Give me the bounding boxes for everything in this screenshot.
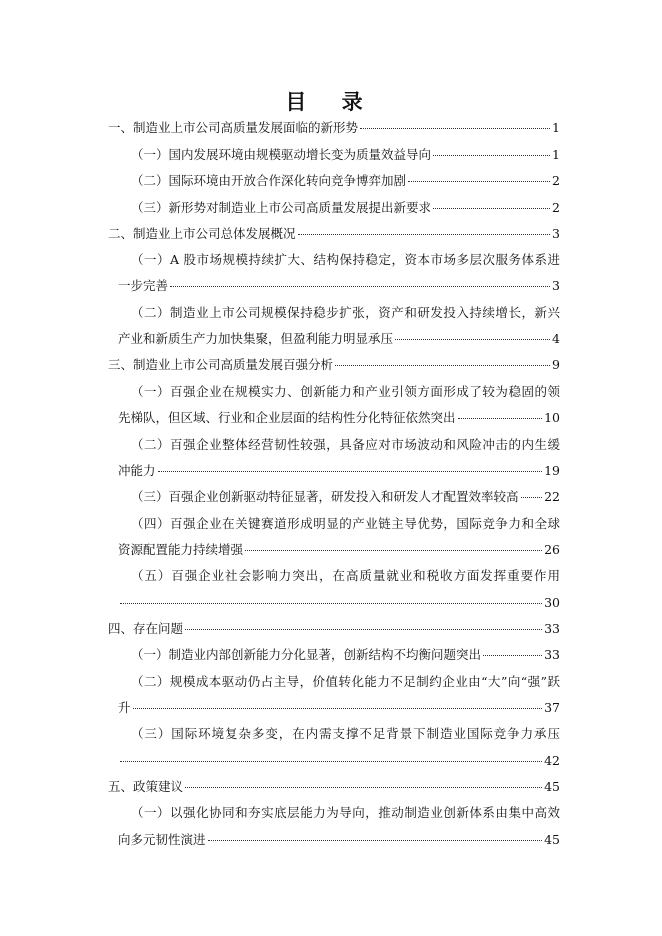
leader-dots xyxy=(360,128,550,129)
leader-dots xyxy=(120,603,542,604)
toc-entry-continuation[interactable] xyxy=(118,278,560,294)
toc-page-number: 1 xyxy=(552,147,560,162)
toc-entry-text: 冲能力 xyxy=(118,463,156,478)
toc-entry[interactable] xyxy=(108,120,560,136)
toc-entry-continuation[interactable] xyxy=(118,753,560,769)
toc-entry[interactable] xyxy=(131,674,560,690)
toc-entry-text: （一）A 股市场规模持续扩大、结构保持稳定，资本市场多层次服务体系进 xyxy=(131,252,560,267)
toc-page-number: 10 xyxy=(544,410,560,425)
toc-page-number: 4 xyxy=(552,331,560,346)
toc-entry-continuation[interactable] xyxy=(118,542,560,558)
leader-dots xyxy=(521,497,543,498)
toc-entry-text: 二、制造业上市公司总体发展概况 xyxy=(108,226,296,241)
toc-entry-text: （三）国际环境复杂多变，在内需支撑不足背景下制造业国际竞争力承压 xyxy=(131,726,560,741)
toc-entry-text: 产业和新质生产力加快集聚，但盈利能力明显承压 xyxy=(118,331,394,346)
toc-entry-text: 一、制造业上市公司高质量发展面临的新形势 xyxy=(108,120,359,135)
leader-dots xyxy=(335,365,550,366)
toc-entry-continuation[interactable] xyxy=(118,463,560,479)
toc-entry[interactable] xyxy=(131,437,560,453)
toc-page-number: 3 xyxy=(552,278,560,293)
toc-entry-continuation[interactable] xyxy=(118,832,560,848)
toc-title: 目 录 xyxy=(285,90,377,114)
leader-dots xyxy=(458,418,543,419)
toc-entry-text: 向多元韧性演进 xyxy=(118,832,206,847)
toc-entry[interactable] xyxy=(108,357,560,373)
leader-dots xyxy=(158,471,543,472)
toc-entry[interactable] xyxy=(131,726,560,742)
leader-dots xyxy=(208,840,543,841)
leader-dots xyxy=(120,761,542,762)
toc-page-number: 30 xyxy=(544,595,560,610)
toc-entry[interactable] xyxy=(108,621,560,637)
toc-page-number: 9 xyxy=(552,357,560,372)
toc-entry[interactable] xyxy=(131,805,560,821)
toc-entry-text: （三）百强企业创新驱动特征显著，研发投入和研发人才配置效率较高 xyxy=(131,489,519,504)
toc-entry-text: 五、政策建议 xyxy=(108,779,184,794)
toc-page-number: 33 xyxy=(544,647,560,662)
leader-dots xyxy=(433,155,550,156)
toc-entry[interactable] xyxy=(131,489,560,505)
toc-page-number: 3 xyxy=(552,226,560,241)
toc-page-number: 33 xyxy=(544,621,560,636)
toc-entry[interactable] xyxy=(131,384,560,400)
toc-page-number: 26 xyxy=(544,542,560,557)
toc-entry[interactable] xyxy=(131,305,560,321)
toc-entry-text: 先梯队，但区域、行业和企业层面的结构性分化特征依然突出 xyxy=(118,410,456,425)
toc-entry-continuation[interactable] xyxy=(118,410,560,426)
toc-page-number: 42 xyxy=(544,753,560,768)
toc-entry-text: 资源配置能力持续增强 xyxy=(118,542,244,557)
leader-dots xyxy=(245,550,542,551)
toc-entry-text: 四、存在问题 xyxy=(108,621,184,636)
toc-entry-text: （二）国际环境由开放合作深化转向竞争博弈加剧 xyxy=(131,173,407,188)
toc-page-number: 19 xyxy=(544,463,560,478)
leader-dots xyxy=(408,181,550,182)
toc-entry-text: （一）以强化协同和夯实底层能力为导向，推动制造业创新体系由集中高效 xyxy=(131,805,560,820)
toc-page-number: 22 xyxy=(544,489,560,504)
leader-dots xyxy=(185,787,542,788)
toc-page-number: 2 xyxy=(552,173,560,188)
toc-entry[interactable] xyxy=(131,173,560,189)
leader-dots xyxy=(483,655,542,656)
toc-entry-text: （四）百强企业在关键赛道形成明显的产业链主导优势，国际竞争力和全球 xyxy=(131,516,560,531)
toc-entry[interactable] xyxy=(131,200,560,216)
leader-dots xyxy=(170,286,550,287)
toc-entry-text: （一）百强企业在规模实力、创新能力和产业引领方面形成了较为稳固的领 xyxy=(131,384,560,399)
toc-page-number: 1 xyxy=(552,120,560,135)
leader-dots xyxy=(298,234,551,235)
toc-entry-text: （一）制造业内部创新能力分化显著，创新结构不均衡问题突出 xyxy=(131,647,482,662)
toc-entry-text: （二）制造业上市公司规模保持稳步扩张，资产和研发投入持续增长，新兴 xyxy=(131,305,560,320)
toc-entry-continuation[interactable] xyxy=(118,331,560,347)
toc-entry[interactable] xyxy=(108,779,560,795)
toc-entry-continuation[interactable] xyxy=(118,595,560,611)
toc-entry[interactable] xyxy=(131,647,560,663)
toc-entry-text: （三）新形势对制造业上市公司高质量发展提出新要求 xyxy=(131,200,432,215)
toc-entry[interactable] xyxy=(131,516,560,532)
leader-dots xyxy=(395,339,550,340)
toc-entry[interactable] xyxy=(108,226,560,242)
toc-entry-text: （五）百强企业社会影响力突出，在高质量就业和税收方面发挥重要作用 xyxy=(131,568,560,583)
toc-entry-text: （二）规模成本驱动仍占主导，价值转化能力不足制约企业由“大”向“强”跃 xyxy=(131,674,560,689)
toc-page-number: 45 xyxy=(544,779,560,794)
toc-entry-continuation[interactable] xyxy=(118,700,560,716)
toc-entry-text: 升 xyxy=(118,700,131,715)
toc-entry-text: 三、制造业上市公司高质量发展百强分析 xyxy=(108,357,334,372)
toc-page-number: 45 xyxy=(544,832,560,847)
toc-page-number: 37 xyxy=(544,700,560,715)
leader-dots xyxy=(133,708,543,709)
toc-entry[interactable] xyxy=(131,568,560,584)
toc-entry-text: （一）国内发展环境由规模驱动增长变为质量效益导向 xyxy=(131,147,432,162)
toc-entry-text: （二）百强企业整体经营韧性较强，具备应对市场波动和风险冲击的内生缓 xyxy=(131,437,560,452)
toc-entry-text: 一步完善 xyxy=(118,278,169,293)
toc-entry[interactable] xyxy=(131,147,560,163)
leader-dots xyxy=(185,629,542,630)
toc-page-number: 2 xyxy=(552,200,560,215)
leader-dots xyxy=(433,208,550,209)
toc-entry[interactable] xyxy=(131,252,560,268)
